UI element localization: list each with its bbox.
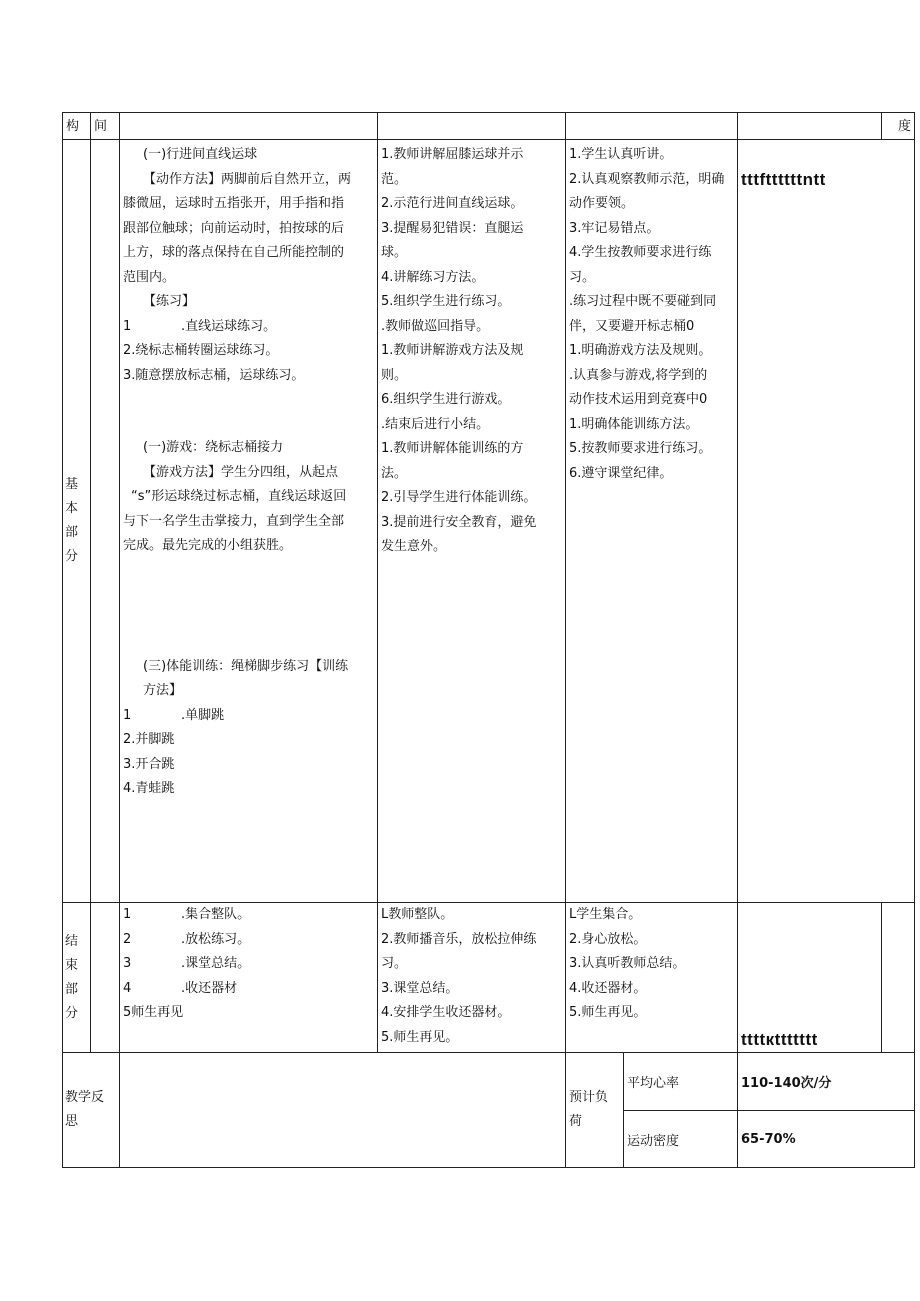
ending-part-teacher: L教师整队。 2.教师播音乐，放松拉伸练 习。 3.课堂总结。 4.安排学生收还器材。 5.师生再见。 <box>378 903 566 1053</box>
ending-part-time <box>91 903 120 1053</box>
basic-part-content: (一)行进间直线运球 【动作方法】两脚前后自然开立，两 膝微屈，运球时五指张开，用手指和指 跟部位触球；向前运动时，拍按球的后 上方，球的落点保持在自己所能控制的 范围内。 【练习】 1 .直线运球练习。 2.绕标志桶转圈运球练习。 3.随意摆放标志桶，运球练习。 (一)游戏：绕标志桶接力 【游戏方法】学生分四组，从起点 “s”形运球绕过标志桶，直线运球返回 与下一名学生击掌接力，直到学生全部 完成。最先完成的小组获胜。 (三)体能训练：绳梯脚步练习【训练 方法】 1 .单脚跳 2.并脚跳 3.开合跳 4.青蛙跳 <box>120 140 378 903</box>
ending-part-row <box>63 903 915 1053</box>
heart-rate-label: 平均心率 <box>627 1076 680 1091</box>
header-teacher <box>378 113 566 140</box>
header-col1: 构 <box>63 113 91 140</box>
heart-rate-label-cell <box>624 1053 738 1111</box>
ending-part-label: 结 束 部 分 <box>63 903 91 1053</box>
ending-part-student: L学生集合。 2.身心放松。 3.认真听教师总结。 4.收还器材。 5.师生再见。 <box>566 903 738 1053</box>
lesson-plan-table <box>62 112 915 1168</box>
reflection-content <box>120 1053 566 1168</box>
basic-part-organization <box>738 140 915 903</box>
organization-diagram-text: tttfttttttntt <box>741 170 826 189</box>
reflection-label-cell <box>63 1053 120 1168</box>
density-label-cell <box>624 1111 738 1168</box>
ending-part-content: 1 .集合整队。 2 .放松练习。 3 .课堂总结。 4 .收还器材 5师生再见 <box>120 903 378 1053</box>
density-label: 运动密度 <box>627 1133 680 1149</box>
reflection-row-heart-rate <box>63 1053 915 1111</box>
header-student <box>566 113 738 140</box>
basic-part-label: 基 本 部 分 <box>63 140 91 903</box>
ending-part-last <box>882 903 915 1053</box>
basic-part-row <box>63 140 915 903</box>
density-value-cell <box>738 1111 915 1168</box>
header-content <box>120 113 378 140</box>
header-last: 度 <box>882 113 915 140</box>
reflection-label: 教学反思 <box>65 1089 105 1129</box>
header-row <box>63 113 915 140</box>
heart-rate-value: 110-140次/分 <box>741 1076 832 1091</box>
ending-part-organization <box>738 903 882 1053</box>
header-col2: 间 <box>91 113 120 140</box>
basic-part-time <box>91 140 120 903</box>
heart-rate-value-cell <box>738 1053 915 1111</box>
header-org <box>738 113 882 140</box>
ending-organization-diagram-text: ttttкttttttt <box>741 1030 818 1049</box>
basic-part-student: 1.学生认真听讲。 2.认真观察教师示范，明确 动作要领。 3.牢记易错点。 4.学生按教师要求进行练 习。 .练习过程中既不要碰到同 伴，又要避开标志桶0 1.明确游戏方法及规则。 .认真参与游戏,将学到的 动作技术运用到竞赛中0 1.明确体能训练方法。 5.按教师要求进行练习。 6.遵守课堂纪律。 <box>566 140 738 903</box>
load-label: 预计负荷 <box>569 1089 609 1129</box>
density-value: 65-70% <box>741 1131 796 1147</box>
load-label-cell <box>566 1053 624 1168</box>
basic-part-teacher: 1.教师讲解屈膝运球并示 范。 2.示范行进间直线运球。 3.提醒易犯错误：直腿运 球。 4.讲解练习方法。 5.组织学生进行练习。 .教师做巡回指导。 1.教师讲解游戏方法及规 则。 6.组织学生进行游戏。 .结束后进行小结。 1.教师讲解体能训练的方 法。 2.引导学生进行体能训练。 3.提前进行安全教育，避免 发生意外。 <box>378 140 566 903</box>
